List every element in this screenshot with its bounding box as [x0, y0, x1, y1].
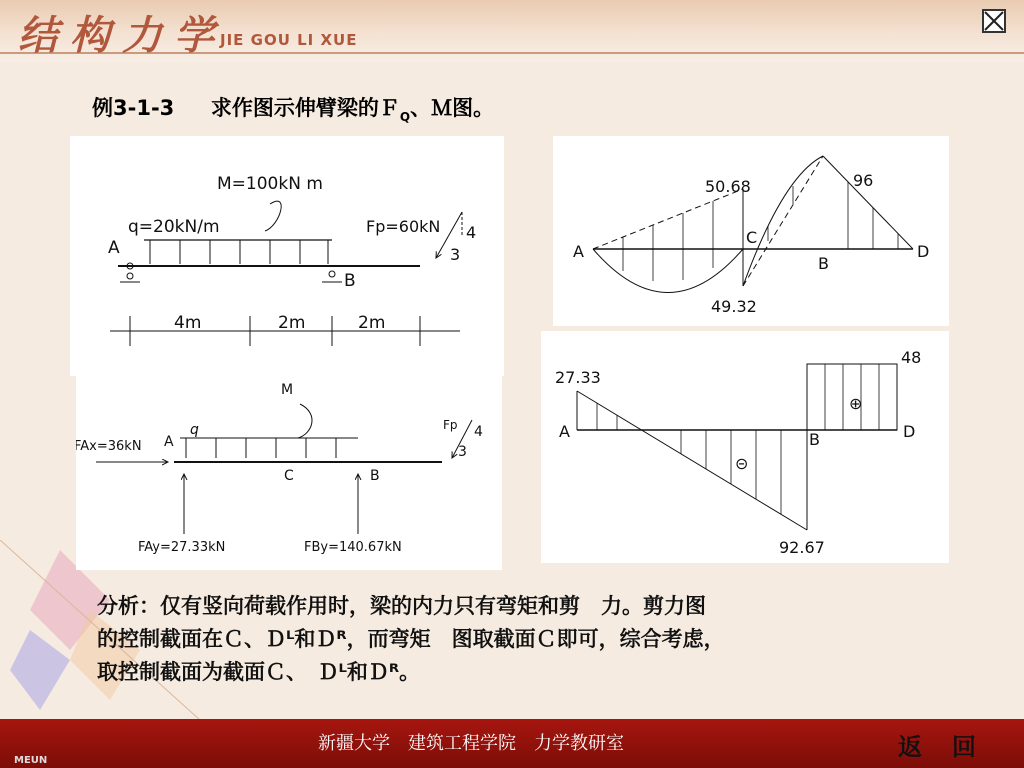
problem-text-b: 、Ｍ图。	[410, 96, 495, 120]
moment-diagram-panel	[553, 136, 949, 326]
fb-point-c: C	[284, 468, 294, 484]
m-point-c: C	[746, 228, 758, 247]
slope-3: 3	[450, 245, 461, 264]
m-v2: 96	[853, 171, 874, 190]
fb-slope-3: 3	[458, 444, 467, 460]
close-button[interactable]	[982, 9, 1006, 33]
fb-load-label: q	[190, 422, 199, 438]
moment-label: M=100kN m	[217, 174, 323, 194]
footer-institution: 新疆大学 建筑工程学院 力学教研室	[318, 733, 624, 754]
moment-diagram	[553, 136, 949, 326]
m-point-a: A	[573, 242, 584, 261]
plus-sign: ⊕	[849, 394, 863, 413]
s-point-a: A	[559, 422, 570, 441]
beam-diagram	[70, 136, 504, 376]
fb-force-label: Fp	[443, 418, 458, 432]
fb-fay: FAy=27.33kN	[138, 540, 226, 555]
free-body-panel	[76, 374, 502, 570]
problem-subscript: Q	[399, 110, 411, 124]
dim-2: 2m	[278, 313, 306, 333]
fb-moment-label: M	[281, 382, 294, 398]
fb-point-b: B	[370, 468, 380, 484]
menu-label[interactable]: MEUN	[14, 755, 48, 766]
fb-fax: FAx=36kN	[76, 439, 142, 454]
load-label: q=20kN/m	[128, 217, 220, 237]
s-v3: 92.67	[779, 538, 825, 557]
fb-point-a: A	[164, 434, 174, 450]
point-b-label: B	[344, 271, 356, 291]
analysis-line-1: 分析：仅有竖向荷载作用时，梁的内力只有弯矩和剪 力。剪力图	[97, 594, 706, 618]
beam-diagram-panel	[70, 136, 504, 376]
problem-text-a: 求作图示伸臂梁的Ｆ	[210, 96, 400, 120]
shear-diagram-panel	[541, 331, 949, 563]
fb-fby: FBy=140.67kN	[304, 540, 402, 555]
s-point-b: B	[809, 430, 820, 449]
shear-diagram	[541, 331, 949, 563]
course-pinyin: JIE GOU LI XUE	[220, 31, 358, 49]
problem-number: 例3-1-3	[92, 96, 175, 120]
fb-slope-4: 4	[474, 424, 483, 440]
m-v3: 49.32	[711, 297, 757, 316]
m-point-b: B	[818, 254, 829, 273]
analysis-line-2: 的控制截面在Ｃ、Ｄᴸ和Ｄᴿ，而弯矩 图取截面Ｃ即可，综合考虑，	[97, 627, 725, 651]
analysis-line-3: 取控制截面为截面Ｃ、 Ｄᴸ和Ｄᴿ。	[97, 660, 421, 684]
dim-3: 2m	[358, 313, 386, 333]
force-label: Fp=60kN	[366, 217, 441, 236]
course-title: 结构力学	[18, 12, 226, 59]
s-v2: 48	[901, 348, 922, 367]
close-icon	[984, 11, 1004, 31]
free-body-diagram	[76, 374, 502, 570]
s-v1: 27.33	[555, 368, 601, 387]
m-v1: 50.68	[705, 177, 751, 196]
back-button[interactable]: 返回	[898, 732, 1006, 761]
problem-statement	[92, 92, 494, 124]
m-point-d: D	[917, 242, 930, 261]
analysis-text	[97, 590, 967, 689]
minus-sign: ⊝	[735, 454, 749, 473]
slope-4: 4	[466, 223, 477, 242]
s-point-d: D	[903, 422, 916, 441]
point-a-label: A	[108, 238, 120, 258]
dim-1: 4m	[174, 313, 202, 333]
